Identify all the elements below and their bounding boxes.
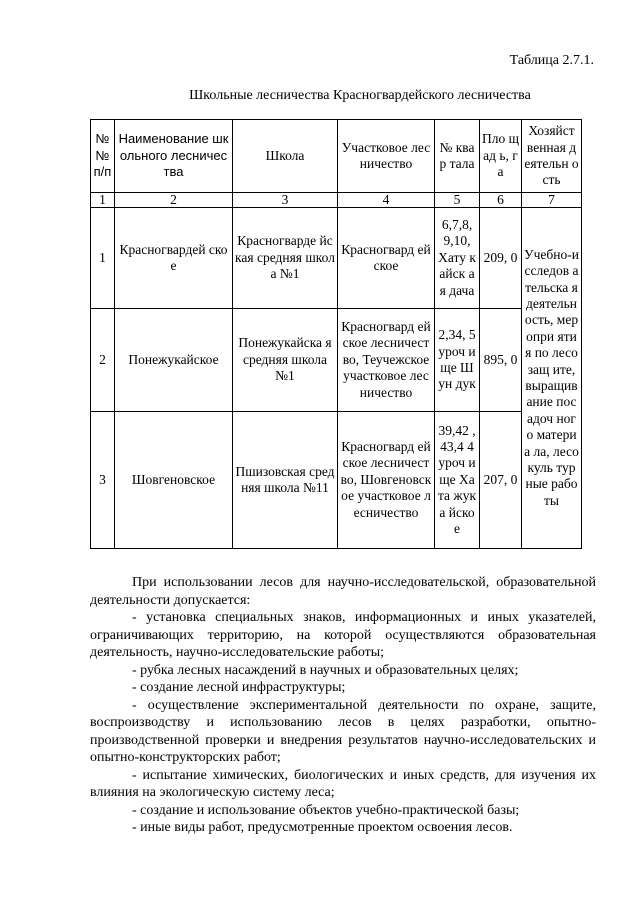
school-name: Красногварде йская средняя школа №1 [233,208,338,309]
column-number: 2 [115,193,233,208]
table-caption: Таблица 2.7.1. [509,53,594,68]
table-row [91,412,582,549]
quarter-list: 6,7,8, 9,10, Хату кайск ая дача [435,208,480,309]
forestry-table [90,119,582,549]
column-number-row [91,193,582,208]
column-number: 6 [480,193,522,208]
table-title: Школьные лесничества Красногвардейского лесничества [189,88,531,103]
row-number: 2 [91,309,115,412]
list-item: - иные виды работ, предусмотренные проектом освоения лесов. [132,820,513,835]
list-item: - установка специальных знаков, информационных и иных указателей, ограничивающих территорию, на которой осуществляются образовательная деятельность, научно-исследовательские работы; [90,610,596,660]
row-number: 1 [91,208,115,309]
header-quarter: № квар тала [435,120,480,193]
school-name: Пшизовская средняя школа №11 [233,412,338,549]
list-item: - испытание химических, биологических и иных средств, для изучения их влияния на экологическую систему леса; [90,767,596,800]
district-name: Красногвард ейское лесничество, Теучежское участковое лесничество [338,309,435,412]
activity-description: Учебно-исследов ательска я деятельн ость, меропри ятия по лесозащ ите, выращив ание посадоч ного материа ла, лесокуль турные работы [522,208,582,549]
column-number: 1 [91,193,115,208]
column-number: 7 [522,193,582,208]
header-forestry-name: Наименование школьного лесничества [115,120,233,193]
school-name: Понежукайска я средняя школа №1 [233,309,338,412]
area-value: 207, 0 [480,412,522,549]
forestry-name: Красногвардей ское [115,208,233,309]
intro-paragraph: При использовании лесов для научно-исследовательской, образовательной деятельности допускается: [90,575,596,608]
header-activity: Хозяйст венная деятельн ость [522,120,582,193]
column-number: 5 [435,193,480,208]
column-number: 3 [233,193,338,208]
list-item: - создание и использование объектов учебно-практической базы; [132,802,520,818]
table-row [91,309,582,412]
forestry-name: Понежукайское [115,309,233,412]
quarter-list: 39,42 ,43,4 4 уроч ище Хата жука йское [435,412,480,549]
header-district: Участковое лесничество [338,120,435,193]
column-number: 4 [338,193,435,208]
list-item: - осуществление экспериментальной деятельности по охране, защите, воспроизводству и использованию лесов в целях разработки, опытно-производственной проверки и внедрения результатов научно-исследовательских и опытно-конструкторских работ; [90,697,596,765]
district-name: Красногвард ейское [338,208,435,309]
table-header-row [91,120,582,193]
body-text [90,574,596,837]
area-value: 209, 0 [480,208,522,309]
list-item: - рубка лесных насаждений в научных и образовательных целях; [132,662,519,678]
header-area: Пло щад ь, га [480,120,522,193]
table-row [91,208,582,309]
header-school: Школа [233,120,338,193]
area-value: 895, 0 [480,309,522,412]
forestry-name: Шовгеновское [115,412,233,549]
list-item: - создание лесной инфраструктуры; [132,680,346,695]
header-number: № № п/п [91,120,115,193]
row-number: 3 [91,412,115,549]
quarter-list: 2,34, 5 уроч ище Шун дук [435,309,480,412]
district-name: Красногвард ейское лесничество, Шовгеновск ое участковое лесничество [338,412,435,549]
